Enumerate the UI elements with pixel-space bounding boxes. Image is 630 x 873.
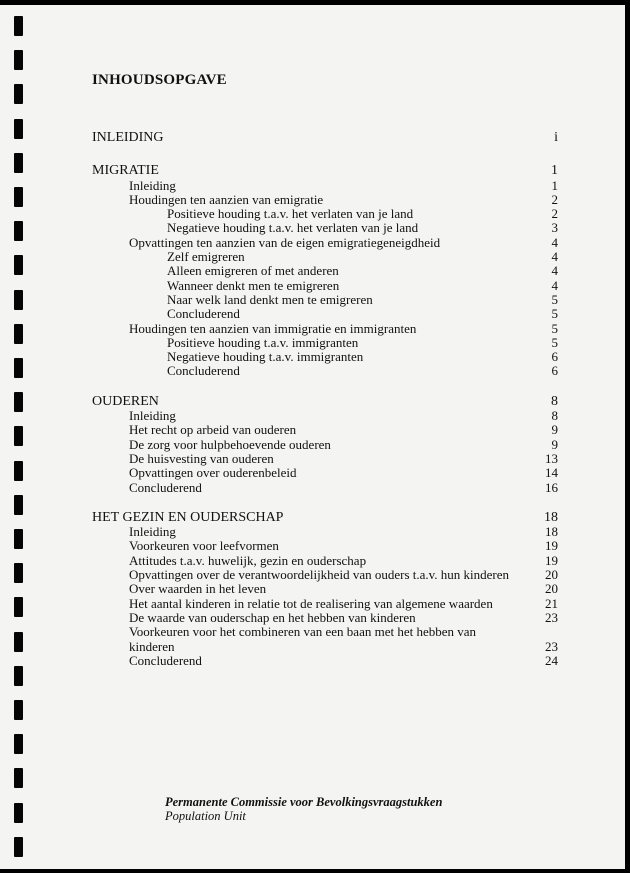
binding-hole	[14, 803, 23, 823]
toc-section	[92, 539, 558, 553]
toc-entry-page: 2	[551, 191, 558, 207]
toc-entry-title: De huisvesting van ouderen	[129, 450, 274, 466]
toc-entry-title: Naar welk land denkt men te emigreren	[167, 291, 373, 307]
binding-hole	[14, 700, 23, 720]
page-frame-right	[625, 0, 630, 873]
toc-entry-page: 19	[545, 552, 558, 568]
toc-section	[92, 466, 558, 480]
toc-entry-page: 23	[545, 609, 558, 625]
toc-entry-page: 8	[551, 393, 558, 409]
toc-entry-page: 14	[545, 465, 558, 481]
toc-subsection	[92, 207, 558, 221]
toc-chapter	[92, 131, 558, 145]
toc-section	[92, 582, 558, 596]
toc-section	[92, 452, 558, 466]
toc-entry-page: 24	[545, 652, 558, 668]
toc-entry-title: Wanneer denkt men te emigreren	[167, 277, 340, 293]
toc-section	[92, 597, 558, 611]
binding-hole	[14, 529, 23, 549]
binding-hole	[14, 290, 23, 310]
binding-hole	[14, 632, 23, 652]
toc-entry-title: Concluderend	[167, 306, 240, 322]
binding-hole	[14, 597, 23, 617]
toc-entry-page: i	[554, 130, 558, 145]
toc-entry-page: 6	[551, 349, 558, 365]
toc-spacer	[92, 379, 558, 395]
toc-entry-title: Voorkeuren voor leefvormen	[129, 538, 279, 554]
toc-section	[92, 438, 558, 452]
toc-entry-title: HET GEZIN EN OUDERSCHAP	[92, 509, 284, 525]
toc-entry-page: 21	[545, 595, 558, 611]
toc-entry-page: 1	[551, 163, 558, 179]
toc-entry-title: Houdingen ten aanzien van immigratie en immigranten	[129, 320, 417, 336]
toc-entry-page: 2	[551, 206, 558, 222]
toc-entry-page: 9	[551, 422, 558, 438]
toc-section	[92, 409, 558, 423]
binding-hole	[14, 563, 23, 583]
toc-entry-title: Alleen emigreren of met anderen	[167, 263, 339, 279]
toc-entry-page: 20	[545, 581, 558, 597]
toc-entry-title: Houdingen ten aanzien van emigratie	[129, 191, 324, 207]
toc-entry-title: Over waarden in het leven	[129, 581, 267, 597]
toc-entry-page: 18	[545, 524, 558, 540]
toc-section	[92, 554, 558, 568]
toc-entry-page: 16	[545, 479, 558, 495]
toc-entry-title: Concluderend	[129, 652, 202, 668]
toc-section	[92, 611, 558, 625]
toc-entry-page: 5	[551, 320, 558, 336]
binding-hole	[14, 392, 23, 412]
toc-entry-title: Inleiding	[129, 408, 176, 424]
toc-entry-page: 8	[551, 408, 558, 424]
page-title: INHOUDSOPGAVE	[92, 72, 227, 88]
binding-hole	[14, 324, 23, 344]
toc-section	[92, 236, 558, 250]
binding-hole	[14, 666, 23, 686]
toc-section	[92, 481, 558, 495]
toc-subsection	[92, 364, 558, 378]
binding-hole	[14, 358, 23, 378]
toc-spacer	[92, 145, 558, 164]
toc-subsection	[92, 264, 558, 278]
toc-entry-title: Voorkeuren voor het combineren van een baan met het hebben van	[129, 624, 477, 640]
toc-entry-title: Inleiding	[129, 524, 176, 540]
toc-entry-page: 4	[551, 263, 558, 279]
binding-hole	[14, 50, 23, 70]
toc-entry-title: Het aantal kinderen in relatie tot de realisering van algemene waarden	[129, 595, 493, 611]
toc-section	[92, 625, 558, 639]
toc-subsection	[92, 350, 558, 364]
toc-entry-page: 19	[545, 538, 558, 554]
toc-entry-title: Attitudes t.a.v. huwelijk, gezin en ouderschap	[129, 552, 367, 568]
toc-entry-page: 1	[551, 177, 558, 193]
binding-hole	[14, 84, 23, 104]
binding-hole	[14, 255, 23, 275]
toc-entry-page: 4	[551, 249, 558, 265]
spiral-binding	[0, 0, 30, 873]
binding-hole	[14, 495, 23, 515]
toc-chapter	[92, 511, 558, 525]
toc-section	[92, 654, 558, 668]
toc-subsection	[92, 307, 558, 321]
toc-entry-title: Inleiding	[129, 177, 176, 193]
toc-entry-title: Opvattingen over de verantwoordelijkheid van ouders t.a.v. hun kinderen	[129, 567, 510, 583]
toc-entry-title: Concluderend	[129, 479, 202, 495]
toc-entry-title: kinderen	[129, 638, 175, 654]
toc-section	[92, 193, 558, 207]
binding-hole	[14, 221, 23, 241]
toc-entry-title: MIGRATIE	[92, 163, 159, 179]
toc-section	[92, 179, 558, 193]
toc-entry-page: 5	[551, 334, 558, 350]
binding-hole	[14, 461, 23, 481]
binding-hole	[14, 16, 23, 36]
toc-entry-page: 5	[551, 291, 558, 307]
toc-subsection	[92, 221, 558, 235]
toc-section	[92, 525, 558, 539]
toc-section	[92, 322, 558, 336]
toc-entry-page: 5	[551, 306, 558, 322]
toc-subsection	[92, 250, 558, 264]
toc-entry-title: Opvattingen over ouderenbeleid	[129, 465, 297, 481]
toc-entry-title: Negatieve houding t.a.v. het verlaten van je land	[167, 220, 419, 236]
publisher-footer	[165, 795, 485, 823]
toc-entry-title: Zelf emigreren	[167, 249, 245, 265]
toc-entry-title: OUDEREN	[92, 393, 159, 409]
toc-entry-title: Het recht op arbeid van ouderen	[129, 422, 297, 438]
toc-subsection	[92, 279, 558, 293]
toc-entry-page: 6	[551, 363, 558, 379]
toc-entry-page: 23	[545, 638, 558, 654]
toc-section	[92, 568, 558, 582]
toc-subsection	[92, 293, 558, 307]
toc-section	[92, 640, 558, 654]
toc-entry-page: 3	[551, 220, 558, 236]
toc-entry-page: 20	[545, 567, 558, 583]
binding-hole	[14, 187, 23, 207]
toc-spacer	[92, 495, 558, 511]
binding-hole	[14, 119, 23, 139]
toc-entry-title: INLEIDING	[92, 130, 164, 145]
toc-chapter	[92, 164, 558, 178]
toc-section	[92, 423, 558, 437]
toc-entry-page: 4	[551, 277, 558, 293]
publisher-unit: Population Unit	[165, 809, 246, 823]
binding-hole	[14, 734, 23, 754]
binding-hole	[14, 768, 23, 788]
toc-subsection	[92, 336, 558, 350]
toc-entry-page: 9	[551, 436, 558, 452]
toc-entry-page: 4	[551, 234, 558, 250]
binding-hole	[14, 837, 23, 857]
table-of-contents	[92, 131, 558, 668]
toc-chapter	[92, 395, 558, 409]
publisher-organization: Permanente Commissie voor Bevolkingsvraagstukken	[165, 795, 443, 809]
toc-entry-title: Positieve houding t.a.v. immigranten	[167, 334, 359, 350]
toc-entry-title: Positieve houding t.a.v. het verlaten van je land	[167, 206, 414, 222]
document-page	[92, 0, 558, 873]
toc-entry-title: Concluderend	[167, 363, 240, 379]
binding-hole	[14, 153, 23, 173]
toc-entry-page: 13	[545, 450, 558, 466]
toc-entry-title: De waarde van ouderschap en het hebben van kinderen	[129, 609, 416, 625]
binding-hole	[14, 426, 23, 446]
toc-entry-title: De zorg voor hulpbehoevende ouderen	[129, 436, 331, 452]
toc-entry-title: Negatieve houding t.a.v. immigranten	[167, 349, 364, 365]
toc-entry-title: Opvattingen ten aanzien van de eigen emigratiegeneigdheid	[129, 234, 441, 250]
toc-entry-page: 18	[544, 509, 558, 525]
